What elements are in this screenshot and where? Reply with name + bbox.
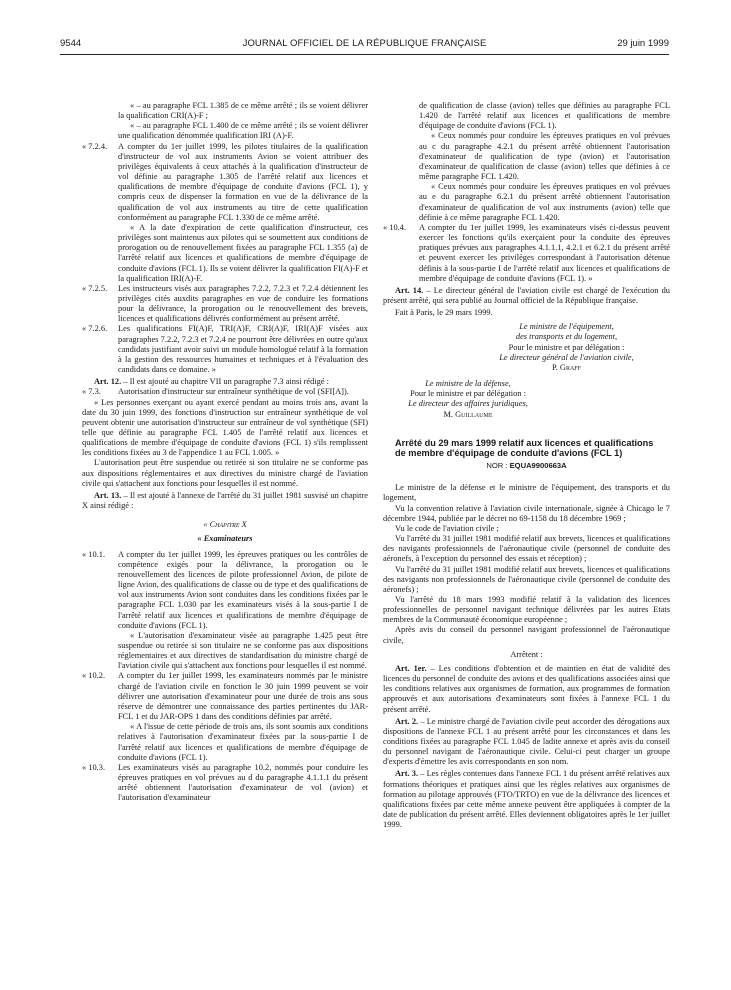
article-7-2-5: « 7.2.5. Les instructeurs visés aux paragraphes 7.2.2, 7.2.3 et 7.2.4 détiennent les privilèges cités auxdits paragraphes en vue de conduire les formations pour la délivrance, la prorogation ou le renouvellement des brevets, licences et qualifications délivrés conformément au présent arrêté. [82, 283, 368, 324]
paragraph: Vu le code de l'aviation civile ; [395, 523, 499, 533]
header-rule [60, 54, 669, 55]
article-1: Art. 1er. – Les conditions d'obtention et de maintien en état de validité des licences du personnel de conduite des avions et des qualifications associées ainsi que les conditions relatives aux organismes de formation, aux programmes de formation approuvés et aux autorisations d'examinateurs sont fixées à l'annexe FCL 1 du présent arrêté. [383, 663, 671, 714]
article-14: Art. 14. – Le directeur général de l'aviation civile est chargé de l'exécution du présent arrêté, qui sera publié au Journal officiel de la République française. [383, 285, 670, 305]
paragraph: L'autorisation peut être suspendue ou retirée si son titulaire ne se conforme pas aux dispositions réglementaires et aux directives du ministre chargé de l'aviation civile qui s'attachent aux fonctions pour lesquelles il est nommé. [82, 458, 368, 488]
article-7-2-6: « 7.2.6. Les qualifications FI(A)F, TRI(A)F, CRI(A)F, IRI(A)F visées aux paragraphes 7.2.2, 7.2.3 et 7.2.4 ne pourront être délivrées en outre qu'aux candidats justifiant avoir suivi un module homologué relatif à la formation à la gestion des ressources humaines et techniques et à l'évaluation des candidats dans ce domaine. » [82, 324, 368, 375]
paragraph: « Les personnes exerçant ou ayant exercé pendant au moins trois ans, avant la date du 30 juin 1999, des fonctions d'instruction sur entraîneur synthétique de vol peuvent obtenir une autorisation d'instructeur sur entraîneur de vol synthétique (SFI) telle que définie au paragraphe FCL 1.405 de l'arrêté relatif aux licences et qualifications de membre d'équipage de conduite d'avions (FCL 1) s'ils remplissent les conditions fixées au 3 de l'appendice 1 au FCL 1.005. » [82, 397, 368, 458]
paragraph: de qualification de classe (avion) telles que définies au paragraphe FCL 1.420 de l'arrêté relatif aux licences et qualifications de membre d'équipage de conduite d'avions (FCL 1). [419, 101, 670, 131]
paragraph: Vu la convention relative à l'aviation civile internationale, signée à Chicago le 7 décembre 1944, publiée par le décret no 69-1158 du 18 décembre 1969 ; [383, 503, 670, 523]
article-12: Art. 12. – Il est ajouté au chapitre VII un paragraphe 7.3 ainsi rédigé : [94, 377, 329, 387]
nor-reference: NOR : EQUA9900663A [486, 461, 567, 471]
paragraph: « A la date d'expiration de cette qualification d'instructeur, ces privilèges sont maintenus aux pilotes qui se soumettent aux conditions de prorogation ou de renouvellement fixées au paragraphe FCL 1.355 (a) de l'arrêté relatif aux licences et qualifications de membre d'équipage de conduite d'avions (FCL 1). Ils se voient délivrer la qualification FI(A)-F et la qualification IRI(A)-F. [118, 222, 368, 283]
paragraph: Vu l'arrêté du 18 mars 1993 modifié relatif à la validation des licences professionnelles de personnel navigant technique délivrées par les autres Etats membres de la Communauté économique européenne ; [383, 594, 670, 625]
article-10-1: « 10.1. A compter du 1er juillet 1999, les épreuves pratiques ou les contrôles de compétence exigés pour la délivrance, la prorogation ou le renouvellement des licences de pilote professionnel Avion, de pilote de ligne Avion, des qualifications de classe ou de type et des qualifications de vol aux instruments Avion sont conduites dans les conditions fixées par le paragraphe FCL 1.030 par les examinateurs visés à la sous-partie I de l'arrêté relatif aux licences et qualifications de membre d'équipage de conduite d'avions (FCL 1). [82, 549, 368, 630]
signature-date: Fait à Paris, le 29 mars 1999. [395, 308, 493, 318]
paragraph: « – au paragraphe FCL 1.400 de ce même arrêté ; ils se voient délivrer une qualification dénommée qualification IRI (A)-F. [118, 121, 368, 141]
paragraph: « Ceux nommés pour conduire les épreuves pratiques en vol prévues au e du paragraphe 6.2.1 du présent arrêté obtiennent l'autorisation d'examinateur de qualification de vol aux instruments (avion) telle que définie à ce même paragraphe FCL 1.420. [419, 182, 670, 222]
page-number: 9544 [60, 38, 82, 49]
signature-block-equipement: Le ministre de l'équipement, des transports et du logement, Pour le ministre et par délégation : Le directeur général de l'aviation civile, P. Graff [499, 322, 634, 372]
right-column [383, 101, 670, 830]
article-7-3: « 7.3. Autorisation d'instructeur sur entraîneur synthétique de vol (SFI[A]). [82, 387, 349, 397]
issue-date: 29 juin 1999 [617, 38, 669, 49]
paragraph: « A l'issue de cette période de trois ans, ils sont soumis aux conditions relatives à l'autorisation d'examinateur fixées par la sous-partie I de l'arrêté relatif aux licences et qualifications de membre d'équipage de conduite d'avions (FCL 1). [118, 722, 368, 762]
arretent: Arrêtent : [510, 649, 543, 659]
left-column [82, 101, 368, 803]
paragraph: Vu l'arrêté du 31 juillet 1981 modifié relatif aux brevets, licences et qualifications des navigants non professionnels de l'aéronautique civile (personnel de conduite des aéronefs) ; [383, 564, 670, 594]
chapter-heading: « Chapitre X [203, 520, 247, 530]
paragraph: « L'autorisation d'examinateur visée au paragraphe 1.425 peut être suspendue ou retirée si son titulaire ne se conforme pas aux dispositions réglementaires et aux directives de standardisation du ministre chargé de l'aviation civile qui s'attachent aux fonctions pour lesquelles il est nommé. [118, 630, 368, 671]
paragraph: « Ceux nommés pour conduire les épreuves pratiques en vol prévues au c du paragraphe 4.2.1 du présent arrêté obtiennent l'autorisation d'examinateur de qualification de type (avion) et l'autorisation d'examinateur de qualification de classe (avion) telles que définies à ce même paragraphe FCL 1.420. [419, 131, 670, 182]
signature-block-defense: Le ministre de la défense, Pour le ministre et par délégation : Le directeur des affaires juridiques, M. Guillaume [408, 379, 528, 419]
decree-title: Arrêté du 29 mars 1999 relatif aux licences et qualifications de membre d'équipage de conduite d'avions (FCL 1) [395, 437, 654, 458]
article-2: Art. 2. – Le ministre chargé de l'aviation civile peut accorder des dérogations aux dispositions de l'annexe FCL 1 au présent arrêté pour les circonstances et dans les conditions fixées au paragraphe FCL 1.045 de ladite annexe et après avis du conseil du personnel navigant de l'aéronautique civile. Celui-ci peut charger un groupe d'experts d'émettre les avis correspondants en son nom. [383, 716, 670, 767]
journal-title: JOURNAL OFFICIEL DE LA RÉPUBLIQUE FRANÇAISE [242, 38, 487, 49]
paragraph: Après avis du conseil du personnel navigant professionnel de l'aéronautique civile, [383, 625, 670, 645]
page-header [60, 38, 669, 52]
article-3: Art. 3. – Les règles contenues dans l'annexe FCL 1 du présent arrêté relatives aux formations théoriques et pratiques ainsi que les règles relatives aux organismes de formation au pilotage approuvés (FTO/TRTO) en vue de la délivrance des licences et qualifications fixées par cette même annexe peuvent être appliquées à compter de la date de publication du présent arrêté. Elles deviennent obligatoires après le 1er juillet 1999. [383, 769, 670, 830]
article-13: Art. 13. – Il est ajouté à l'annexe de l'arrêté du 31 juillet 1981 susvisé un chapitre X ainsi rédigé : [82, 490, 369, 511]
article-10-2: « 10.2. A compter du 1er juillet 1999, les examinateurs nommés par le ministre chargé de l'aviation civile en fonction le 30 juin 1999 peuvent se voir délivrer une autorisation d'examinateur pour une durée de trois ans sous réserve de démontrer une connaissance des parties pertinentes du JAR-FCL 1 et du JAR-OPS 1 dans des conditions définies par arrêté. [82, 671, 368, 722]
paragraph: Vu l'arrêté du 31 juillet 1981 modifié relatif aux brevets, licences et qualifications des navigants professionnels de l'aéronautique civile (personnel de conduite des aéronefs, à l'exception du personnel des essais et réception) ; [383, 534, 670, 564]
article-10-3: « 10.3. Les examinateurs visés au paragraphe 10.2, nommés pour conduire les épreuves pratiques en vol prévues au d du paragraphe 4.1.1.1 du présent arrêté obtiennent l'autorisation d'examinateur de vol (avion) et l'autorisation d'examinateur [82, 762, 368, 803]
article-10-4: « 10.4. A compter du 1er juillet 1999, les examinateurs visés ci-dessus peuvent exercer les fonctions qu'ils exerçaient pour la conduite des épreuves pratiques prévues aux paragraphes 4.1.1.1, 4.2.1 et 6.2.1 du présent arrêté et peuvent exercer les privilèges correspondant à l'autorisation détenue définis à la sous-partie I de l'arrêté relatif aux licences et qualifications de membre d'équipage de conduite d'avions (FCL 1). » [383, 222, 670, 283]
section-heading: « Examinateurs [197, 534, 253, 544]
paragraph: Le ministre de la défense et le ministre de l'équipement, des transports et du logement, [383, 483, 670, 503]
article-7-2-4: « 7.2.4. A compter du 1er juillet 1999, les pilotes titulaires de la qualification d'instructeur de vol aux instruments Avion se voient attribuer des privilèges équivalents à ceux attachés à la qualification d'instructeur de vol définie au paragraphe 1.305 de l'arrêté relatif aux licences et qualifications de membre d'équipage de conduite d'avions (FCL 1), y compris ceux de dispenser la formation en vue de la délivrance de la qualification de vol aux instruments au titre de cette qualification conformément au paragraphe FCL 1.330 de ce même arrêté. [82, 141, 368, 222]
paragraph: « – au paragraphe FCL 1.385 de ce même arrêté ; ils se voient délivrer la qualification CRI(A)-F ; [118, 101, 368, 121]
